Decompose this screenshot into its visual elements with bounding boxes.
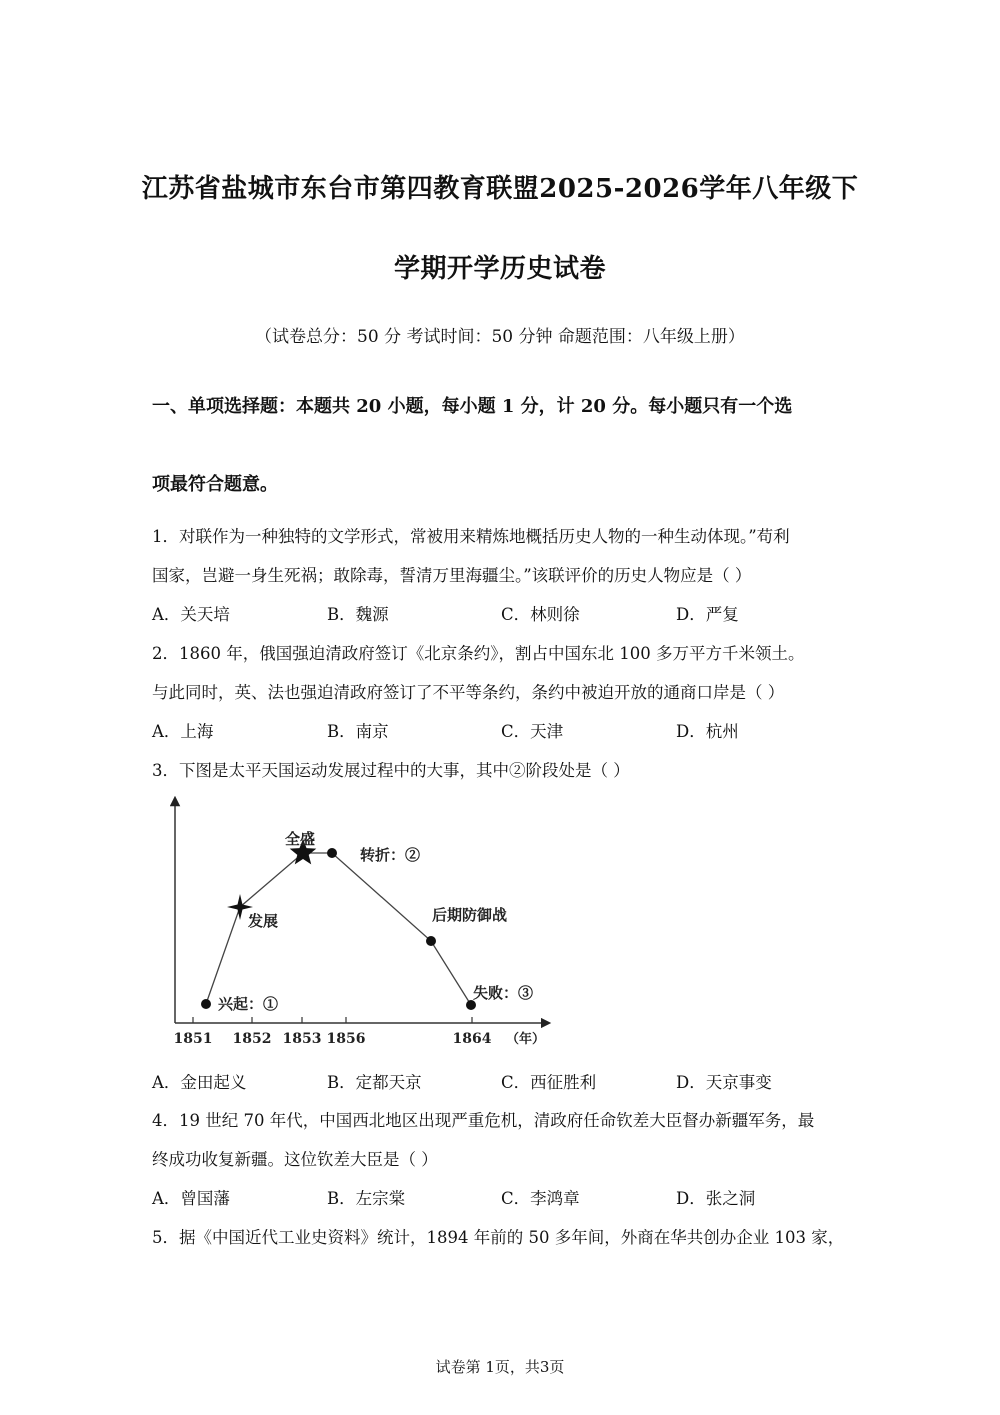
option-d[interactable]: D．杭州 bbox=[676, 722, 739, 741]
option-a[interactable]: A．关天培 bbox=[152, 605, 230, 624]
question-2-options bbox=[152, 718, 852, 740]
chart-point-marker bbox=[201, 999, 211, 1009]
chart-series-line bbox=[206, 853, 471, 1005]
option-d[interactable]: D．天京事变 bbox=[676, 1073, 772, 1092]
option-c[interactable]: C．林则徐 bbox=[501, 605, 580, 624]
x-tick-label: 1853 bbox=[282, 1031, 322, 1047]
exam-title-line1: 江苏省盐城市东台市第四教育联盟2025-2026学年八年级下 bbox=[141, 174, 859, 204]
section-heading-line1: 一、单项选择题：本题共 20 小题，每小题 1 分，计 20 分。每小题只有一个选 bbox=[152, 396, 793, 417]
option-d[interactable]: D．严复 bbox=[676, 605, 739, 624]
chart-point-label: 失败：③ bbox=[473, 984, 534, 1002]
option-d[interactable]: D．张之洞 bbox=[676, 1189, 756, 1208]
option-a[interactable]: A．金田起义 bbox=[152, 1073, 247, 1092]
page-footer: 试卷第 1页，共3页 bbox=[435, 1358, 565, 1376]
question-4-line1: 4．19 世纪 70 年代，中国西北地区出现严重危机，清政府任命钦差大臣督办新疆军务，最 bbox=[152, 1111, 815, 1130]
question-1-options bbox=[152, 601, 852, 623]
chart-point-label: 后期防御战 bbox=[432, 906, 508, 924]
question-2-line2: 与此同时，英、法也强迫清政府签订了不平等条约，条约中被迫开放的通商口岸是（ ） bbox=[152, 683, 785, 702]
chart-point-label: 转折：② bbox=[360, 846, 421, 864]
chart-point-marker bbox=[327, 848, 337, 858]
x-tick-label: 1851 bbox=[173, 1031, 213, 1047]
question-4-options bbox=[152, 1185, 852, 1207]
x-tick-label: 1852 bbox=[232, 1031, 272, 1047]
option-b[interactable]: B．定都天京 bbox=[327, 1073, 422, 1092]
taiping-chart bbox=[160, 795, 570, 1055]
chart-point-marker bbox=[426, 936, 436, 946]
option-b[interactable]: B．魏源 bbox=[327, 605, 389, 624]
question-1-line2: 国家，岂避一身生死祸；敢除毒，誓清万里海疆尘。”该联评价的历史人物应是（ ） bbox=[152, 566, 752, 585]
question-3-line1: 3．下图是太平天国运动发展过程中的大事，其中②阶段处是（ ） bbox=[152, 761, 630, 780]
option-c[interactable]: C．西征胜利 bbox=[501, 1073, 597, 1092]
option-c[interactable]: C．天津 bbox=[501, 722, 564, 741]
option-b[interactable]: B．左宗棠 bbox=[327, 1189, 406, 1208]
option-a[interactable]: A．曾国藩 bbox=[152, 1189, 230, 1208]
question-3-options bbox=[152, 1069, 852, 1091]
x-tick-label: 1856 bbox=[326, 1031, 366, 1047]
question-1-line1: 1．对联作为一种独特的文学形式，常被用来精炼地概括历史人物的一种生动体现。”苟利 bbox=[152, 527, 790, 546]
option-a[interactable]: A．上海 bbox=[152, 722, 214, 741]
option-c[interactable]: C．李鸿章 bbox=[501, 1189, 580, 1208]
chart-point-label: 兴起：① bbox=[218, 995, 279, 1013]
exam-title-line2: 学期开学历史试卷 bbox=[393, 254, 606, 284]
chart-point-label: 全盛 bbox=[284, 830, 316, 848]
x-tick-label: 1864 bbox=[452, 1031, 492, 1047]
chart-point-label: 发展 bbox=[248, 912, 279, 930]
x-axis-label: （年） bbox=[506, 1032, 546, 1047]
option-b[interactable]: B．南京 bbox=[327, 722, 389, 741]
section-heading-line2: 项最符合题意。 bbox=[152, 474, 278, 495]
question-4-line2: 终成功收复新疆。这位钦差大臣是（ ） bbox=[152, 1150, 438, 1169]
exam-info: （试卷总分：50 分 考试时间：50 分钟 命题范围：八年级上册） bbox=[255, 327, 745, 347]
question-2-line1: 2．1860 年，俄国强迫清政府签订《北京条约》，割占中国东北 100 多万平方千米领土。 bbox=[152, 644, 805, 663]
question-5-line1: 5．据《中国近代工业史资料》统计，1894 年前的 50 多年间，外商在华共创办企业 103 家， bbox=[152, 1228, 845, 1247]
